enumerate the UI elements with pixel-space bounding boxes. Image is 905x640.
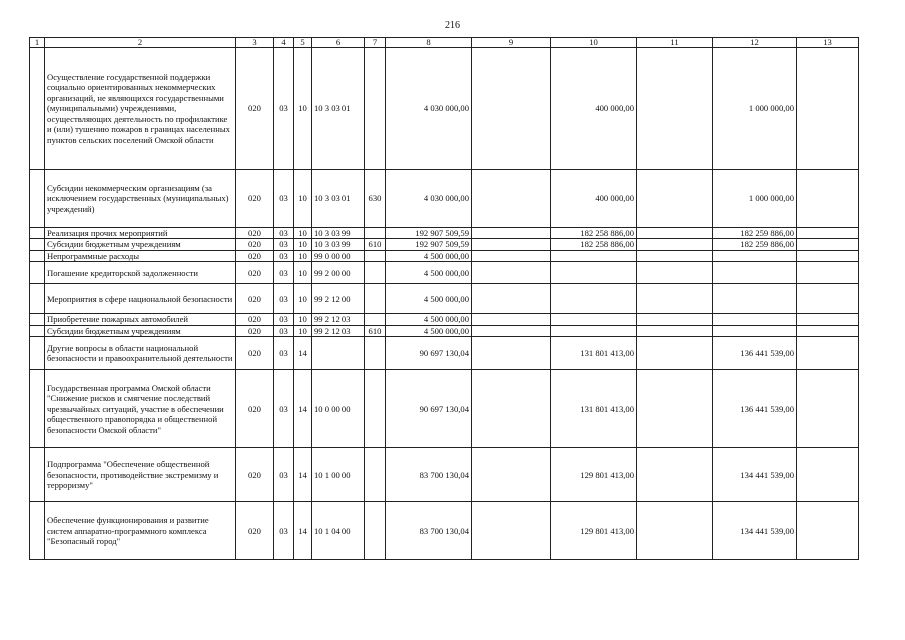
amount-col-10 <box>551 325 637 336</box>
section-code: 03 <box>274 370 294 448</box>
amount-col-8: 90 697 130,04 <box>386 370 472 448</box>
admin-code: 020 <box>236 262 274 284</box>
table-row <box>30 170 859 228</box>
column-header: 1 <box>30 38 45 48</box>
subsection-code: 14 <box>294 502 312 560</box>
amount-col-13 <box>797 239 859 250</box>
column-header: 11 <box>637 38 713 48</box>
amount-col-8: 90 697 130,04 <box>386 337 472 370</box>
expense-type-code: 610 <box>365 325 386 336</box>
admin-code: 020 <box>236 48 274 170</box>
amount-col-8: 4 500 000,00 <box>386 314 472 325</box>
item-name: Реализация прочих мероприятий <box>45 228 236 239</box>
amount-col-9 <box>472 337 551 370</box>
amount-col-8: 4 030 000,00 <box>386 48 472 170</box>
amount-col-11 <box>637 170 713 228</box>
section-code: 03 <box>274 262 294 284</box>
amount-col-11 <box>637 314 713 325</box>
amount-col-13 <box>797 170 859 228</box>
table-row <box>30 314 859 325</box>
table-row <box>30 337 859 370</box>
admin-code: 020 <box>236 370 274 448</box>
section-code: 03 <box>274 502 294 560</box>
section-code: 03 <box>274 284 294 314</box>
amount-col-9 <box>472 502 551 560</box>
item-name: Субсидии бюджетным учреждениям <box>45 325 236 336</box>
target-article-code: 10 3 03 01 <box>312 170 365 228</box>
amount-col-9 <box>472 325 551 336</box>
subsection-code: 14 <box>294 448 312 502</box>
amount-col-11 <box>637 448 713 502</box>
amount-col-12: 1 000 000,00 <box>713 48 797 170</box>
section-code: 03 <box>274 325 294 336</box>
amount-col-9 <box>472 448 551 502</box>
expense-type-code <box>365 448 386 502</box>
item-name: Погашение кредиторской задолженности <box>45 262 236 284</box>
subsection-code: 14 <box>294 370 312 448</box>
amount-col-10 <box>551 250 637 261</box>
amount-col-9 <box>472 250 551 261</box>
amount-col-13 <box>797 250 859 261</box>
amount-col-10: 131 801 413,00 <box>551 337 637 370</box>
amount-col-10: 400 000,00 <box>551 170 637 228</box>
amount-col-10 <box>551 262 637 284</box>
expense-type-code <box>365 228 386 239</box>
subsection-code: 10 <box>294 228 312 239</box>
amount-col-13 <box>797 448 859 502</box>
amount-col-12: 182 259 886,00 <box>713 239 797 250</box>
amount-col-9 <box>472 262 551 284</box>
expense-type-code <box>365 250 386 261</box>
table-row <box>30 250 859 261</box>
indent-cell <box>30 448 45 502</box>
table-row <box>30 502 859 560</box>
amount-col-8: 4 030 000,00 <box>386 170 472 228</box>
admin-code: 020 <box>236 325 274 336</box>
amount-col-11 <box>637 325 713 336</box>
indent-cell <box>30 239 45 250</box>
amount-col-10 <box>551 284 637 314</box>
section-code: 03 <box>274 228 294 239</box>
amount-col-13 <box>797 284 859 314</box>
amount-col-11 <box>637 370 713 448</box>
target-article-code: 99 0 00 00 <box>312 250 365 261</box>
indent-cell <box>30 325 45 336</box>
amount-col-13 <box>797 325 859 336</box>
amount-col-10: 182 258 886,00 <box>551 228 637 239</box>
target-article-code: 99 2 00 00 <box>312 262 365 284</box>
indent-cell <box>30 250 45 261</box>
amount-col-12: 136 441 539,00 <box>713 370 797 448</box>
column-header: 8 <box>386 38 472 48</box>
admin-code: 020 <box>236 337 274 370</box>
table-row <box>30 448 859 502</box>
amount-col-13 <box>797 502 859 560</box>
amount-col-11 <box>637 250 713 261</box>
admin-code: 020 <box>236 170 274 228</box>
target-article-code: 10 1 04 00 <box>312 502 365 560</box>
subsection-code: 10 <box>294 170 312 228</box>
item-name: Государственная программа Омской области "Снижение рисков и смягчение последствий чрезвычайных ситуаций, участие в обеспечении общественного правопорядка и общественной безопасности Омской области" <box>45 370 236 448</box>
subsection-code: 10 <box>294 284 312 314</box>
subsection-code: 10 <box>294 239 312 250</box>
column-header: 12 <box>713 38 797 48</box>
item-name: Мероприятия в сфере национальной безопасности <box>45 284 236 314</box>
section-code: 03 <box>274 314 294 325</box>
target-article-code: 10 3 03 99 <box>312 228 365 239</box>
subsection-code: 10 <box>294 314 312 325</box>
amount-col-9 <box>472 370 551 448</box>
amount-col-9 <box>472 170 551 228</box>
amount-col-11 <box>637 239 713 250</box>
column-header: 13 <box>797 38 859 48</box>
subsection-code: 10 <box>294 48 312 170</box>
amount-col-12 <box>713 284 797 314</box>
admin-code: 020 <box>236 502 274 560</box>
expense-type-code: 610 <box>365 239 386 250</box>
item-name: Непрограммные расходы <box>45 250 236 261</box>
table-row <box>30 325 859 336</box>
item-name: Приобретение пожарных автомобилей <box>45 314 236 325</box>
amount-col-13 <box>797 370 859 448</box>
admin-code: 020 <box>236 239 274 250</box>
item-name: Субсидии некоммерческим организациям (за исключением государственных (муниципальных) учреждений) <box>45 170 236 228</box>
amount-col-11 <box>637 284 713 314</box>
column-number-row <box>30 38 859 48</box>
table-row <box>30 370 859 448</box>
indent-cell <box>30 502 45 560</box>
amount-col-11 <box>637 502 713 560</box>
table-row <box>30 262 859 284</box>
amount-col-9 <box>472 48 551 170</box>
column-header: 4 <box>274 38 294 48</box>
expense-type-code <box>365 502 386 560</box>
column-header: 5 <box>294 38 312 48</box>
amount-col-8: 4 500 000,00 <box>386 284 472 314</box>
amount-col-9 <box>472 314 551 325</box>
table-row <box>30 48 859 170</box>
amount-col-12 <box>713 325 797 336</box>
amount-col-13 <box>797 337 859 370</box>
expense-type-code <box>365 284 386 314</box>
amount-col-10: 129 801 413,00 <box>551 502 637 560</box>
amount-col-11 <box>637 337 713 370</box>
amount-col-12: 134 441 539,00 <box>713 502 797 560</box>
expense-type-code <box>365 337 386 370</box>
expense-type-code: 630 <box>365 170 386 228</box>
column-header: 2 <box>45 38 236 48</box>
amount-col-8: 192 907 509,59 <box>386 239 472 250</box>
admin-code: 020 <box>236 448 274 502</box>
indent-cell <box>30 284 45 314</box>
item-name: Другие вопросы в области национальной безопасности и правоохранительной деятельности <box>45 337 236 370</box>
amount-col-9 <box>472 284 551 314</box>
amount-col-10: 182 258 886,00 <box>551 239 637 250</box>
amount-col-8: 4 500 000,00 <box>386 325 472 336</box>
expense-type-code <box>365 262 386 284</box>
amount-col-12: 182 259 886,00 <box>713 228 797 239</box>
subsection-code: 14 <box>294 337 312 370</box>
amount-col-10: 131 801 413,00 <box>551 370 637 448</box>
expense-type-code <box>365 48 386 170</box>
amount-col-8: 83 700 130,04 <box>386 448 472 502</box>
column-header: 3 <box>236 38 274 48</box>
indent-cell <box>30 370 45 448</box>
subsection-code: 10 <box>294 250 312 261</box>
column-header: 9 <box>472 38 551 48</box>
admin-code: 020 <box>236 284 274 314</box>
target-article-code: 10 1 00 00 <box>312 448 365 502</box>
amount-col-8: 83 700 130,04 <box>386 502 472 560</box>
section-code: 03 <box>274 48 294 170</box>
amount-col-12: 136 441 539,00 <box>713 337 797 370</box>
indent-cell <box>30 337 45 370</box>
amount-col-13 <box>797 262 859 284</box>
amount-col-10: 400 000,00 <box>551 48 637 170</box>
amount-col-8: 192 907 509,59 <box>386 228 472 239</box>
amount-col-13 <box>797 48 859 170</box>
amount-col-11 <box>637 262 713 284</box>
section-code: 03 <box>274 170 294 228</box>
column-header: 7 <box>365 38 386 48</box>
table-row <box>30 228 859 239</box>
column-header: 6 <box>312 38 365 48</box>
amount-col-12 <box>713 314 797 325</box>
indent-cell <box>30 48 45 170</box>
amount-col-10: 129 801 413,00 <box>551 448 637 502</box>
item-name: Подпрограмма "Обеспечение общественной безопасности, противодействие экстремизму и терроризму" <box>45 448 236 502</box>
amount-col-8: 4 500 000,00 <box>386 250 472 261</box>
amount-col-11 <box>637 228 713 239</box>
amount-col-12: 134 441 539,00 <box>713 448 797 502</box>
target-article-code: 99 2 12 03 <box>312 325 365 336</box>
amount-col-12 <box>713 262 797 284</box>
amount-col-9 <box>472 228 551 239</box>
section-code: 03 <box>274 448 294 502</box>
page-number: 216 <box>445 20 460 31</box>
amount-col-13 <box>797 314 859 325</box>
indent-cell <box>30 170 45 228</box>
target-article-code: 10 3 03 99 <box>312 239 365 250</box>
table-row <box>30 239 859 250</box>
amount-col-12: 1 000 000,00 <box>713 170 797 228</box>
amount-col-11 <box>637 48 713 170</box>
item-name: Обеспечение функционирования и развитие систем аппаратно-программного комплекса "Безопасный город" <box>45 502 236 560</box>
indent-cell <box>30 314 45 325</box>
amount-col-10 <box>551 314 637 325</box>
item-name: Субсидии бюджетным учреждениям <box>45 239 236 250</box>
item-name: Осуществление государственной поддержки социально ориентированных некоммерческих организаций, не являющихся государственными (муниципальными) учреждениями, осуществляющих деятельность по профилактике и (или) тушению пожаров в границах населенных пунктов сельских поселений Омской области <box>45 48 236 170</box>
target-article-code: 10 3 03 01 <box>312 48 365 170</box>
admin-code: 020 <box>236 314 274 325</box>
section-code: 03 <box>274 337 294 370</box>
amount-col-8: 4 500 000,00 <box>386 262 472 284</box>
target-article-code: 99 2 12 00 <box>312 284 365 314</box>
budget-table <box>29 37 859 560</box>
section-code: 03 <box>274 239 294 250</box>
amount-col-9 <box>472 239 551 250</box>
target-article-code: 10 0 00 00 <box>312 370 365 448</box>
amount-col-12 <box>713 250 797 261</box>
subsection-code: 10 <box>294 262 312 284</box>
subsection-code: 10 <box>294 325 312 336</box>
indent-cell <box>30 262 45 284</box>
expense-type-code <box>365 370 386 448</box>
expense-type-code <box>365 314 386 325</box>
section-code: 03 <box>274 250 294 261</box>
table-row <box>30 284 859 314</box>
target-article-code: 99 2 12 03 <box>312 314 365 325</box>
column-header: 10 <box>551 38 637 48</box>
admin-code: 020 <box>236 250 274 261</box>
indent-cell <box>30 228 45 239</box>
amount-col-13 <box>797 228 859 239</box>
target-article-code <box>312 337 365 370</box>
admin-code: 020 <box>236 228 274 239</box>
